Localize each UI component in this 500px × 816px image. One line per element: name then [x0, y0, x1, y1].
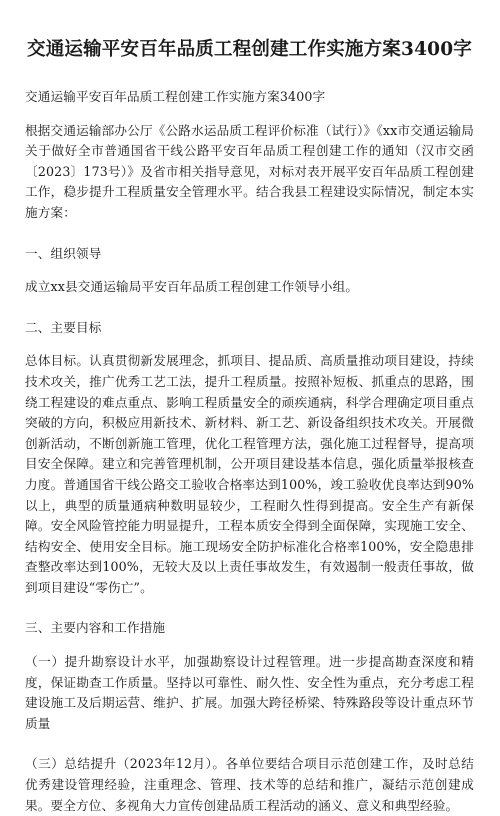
measure-item-3: （三）总结提升（2023年12月）。各单位要结合项目示范创建工作，及时总结优秀建设管理经验，注重理念、管理、技术等的总结和推广，凝结示范创建成果。要全方位、多视角大力宣传创建品质工程活动的涵义、意义和典型经验。 — [25, 756, 474, 813]
document-subtitle: 交通运输平安百年品质工程创建工作实施方案3400字 — [25, 89, 326, 104]
measure-item-1: （一）提升勘察设计水平，加强勘察设计过程管理。进一步提高勘查深度和精度，保证勘查工作质量。坚持以可靠性、耐久性、安全性为重点，充分考虑工程建设施工及后期运营、维护、扩展。加强大跨径桥梁、特殊路段等设计重点环节质量 — [25, 654, 474, 731]
section-text-goals: 总体目标。认真贯彻新发展理念，抓项目、提品质、高质量推动项目建设，持续技术攻关，推广优秀工艺工法，提升工程质量。按照补短板、抓重点的思路，围绕工程建设的难点重点、影响工程质量安全的顽疾通病，科学合理确定项目重点突破的方向，积极应用新技术、新材料、新工艺、新设备组织技术攻关。开展微创新活动，不断创新施工管理，优化工程管理方法，强化施工过程督导，提高项目安全保障。建立和完善管理机制，公开项目建设基本信息，强化质量举报核查力度。普通国省干线公路交工验收合格率达到100%，竣工验收优良率达到90%以上，典型的质量通病种数明显较少，工程耐久性得到提高。安全生产有新保障。安全风险管控能力明显提升，工程本质安全得到全面保障，实现施工安全、结构安全、使用安全目标。施工现场安全防护标准化合格率100%，安全隐患排查整改率达到100%，无较大及以上责任事故发生，有效遏制一般责任事故，做到项目建设“零伤亡”。 — [25, 353, 474, 595]
section-text-organization: 成立xx县交通运输局平安百年品质工程创建工作领导小组。 — [25, 279, 359, 295]
section-heading-measures: 三、主要内容和工作措施 — [25, 620, 166, 636]
section-heading-goals: 二、主要目标 — [25, 319, 102, 335]
document-title: 交通运输平安百年品质工程创建工作实施方案3400字 — [27, 39, 472, 60]
intro-paragraph: 根据交通运输部办公厅《公路水运品质工程评价标准（试行）》《xx市交通运输局关于做好全市普通国省干线公路平安百年品质工程创建工作的通知（汉市交函〔2023〕173号）》及省市相关指导意见，对标对表开展平安百年品质工程创建工作，稳步提升工程质量安全管理水平。结合我县工程建设实际情况，制定本实施方案： — [25, 122, 474, 220]
section-heading-organization: 一、组织领导 — [25, 245, 102, 261]
